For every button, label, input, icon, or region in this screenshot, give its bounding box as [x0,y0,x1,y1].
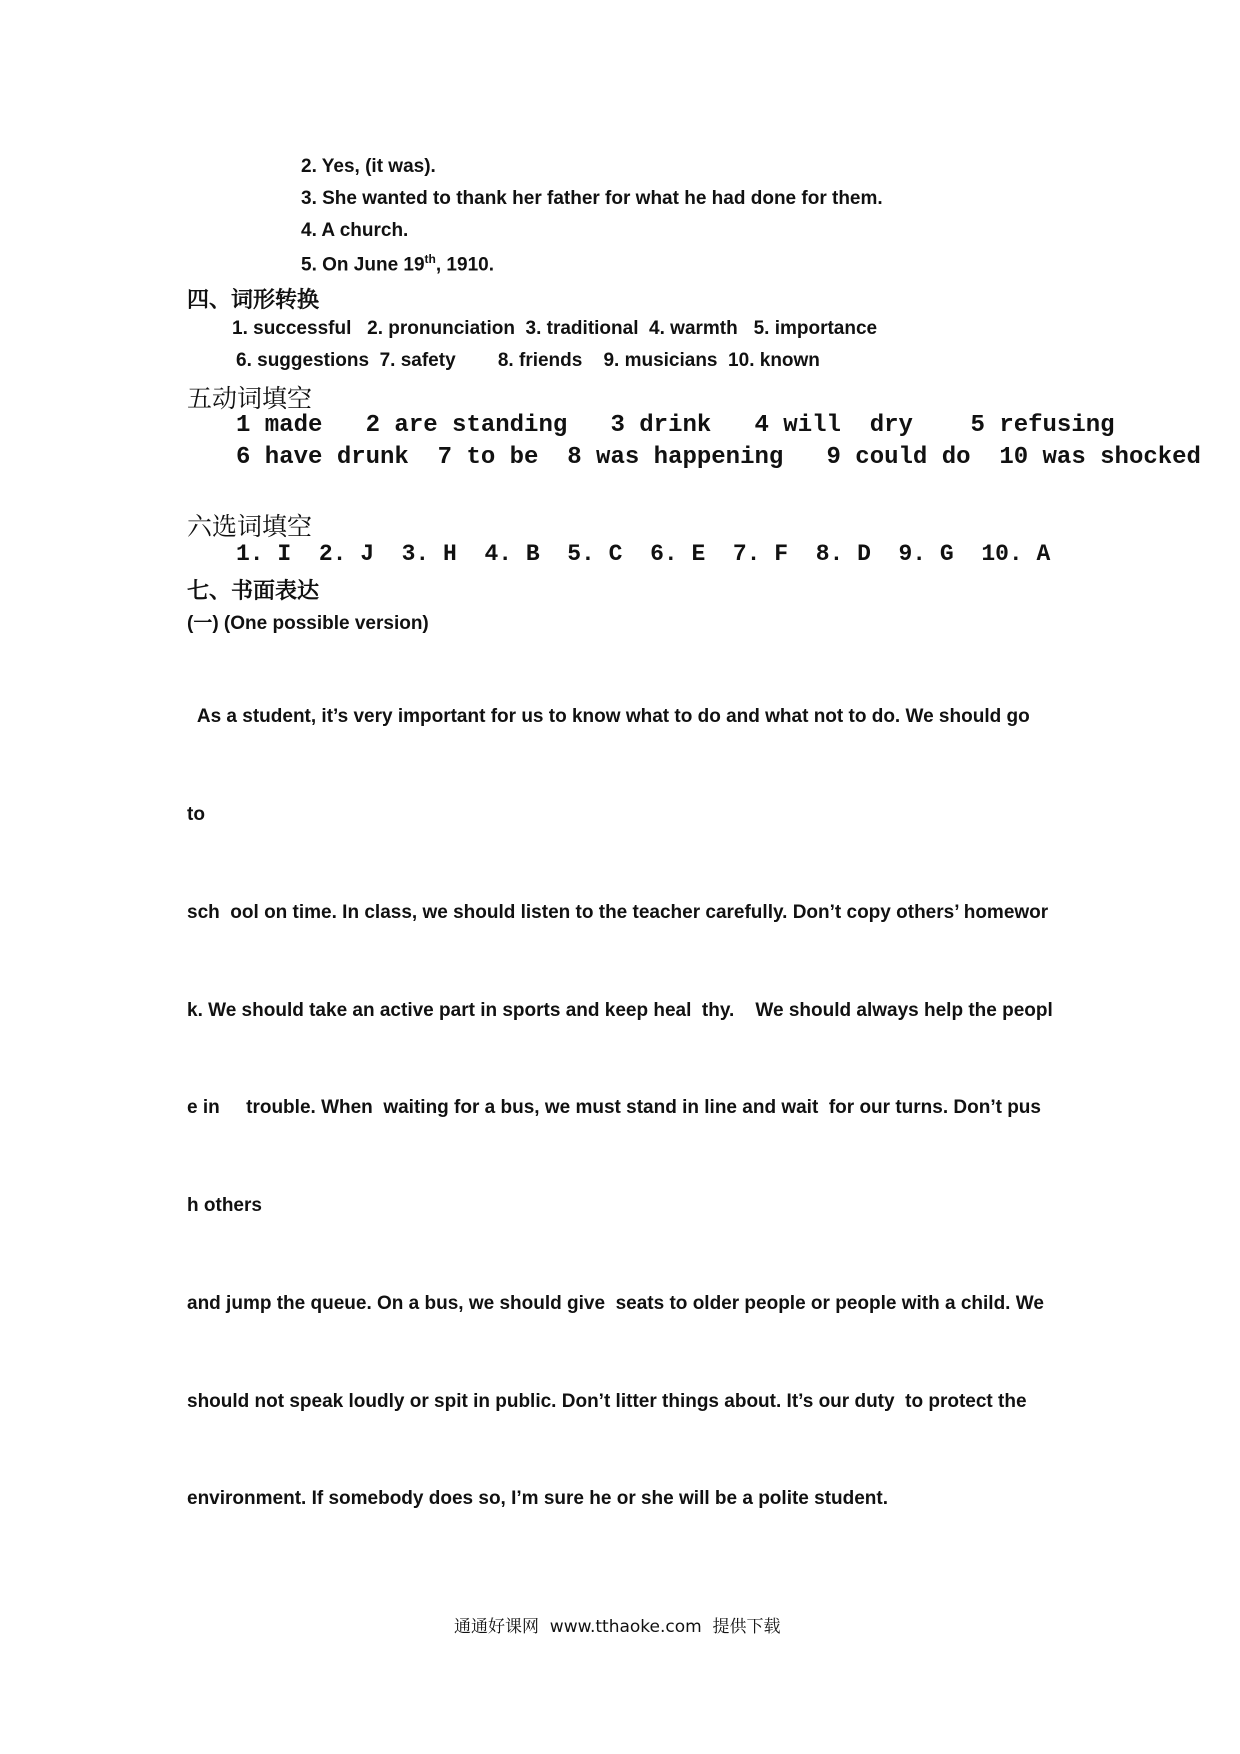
essay-line: should not speak loudly or spit in public. Don’t litter things about. It’s our duty to protect the [187,1390,1027,1412]
essay-line: to [187,803,205,825]
section4-line1: 1. successful 2. pronunciation 3. traditional 4. warmth 5. importance [232,318,878,339]
answer-line-3: 3. She wanted to thank her father for what he had done for them. [301,188,883,209]
section7-subheading: (一) (One possible version) [187,613,429,634]
essay-line: k. We should take an active part in sports and keep heal thy. We should always help the peopl [187,999,1053,1021]
section4-line2: 6. suggestions 7. safety 8. friends 9. musicians 10. known [236,350,820,371]
answer-line-5-main: 5. On June 19 [301,254,425,276]
page-footer: 通通好课网 www.tthaoke.com 提供下载 [454,1617,781,1637]
section6-line1: 1. I 2. J 3. H 4. B 5. C 6. E 7. F 8. D 9. G 10. A [236,541,1051,567]
essay-line: e in trouble. When waiting for a bus, we must stand in line and wait for our turns. Don’t pus [187,1097,1041,1119]
essay-line: As a student, it’s very important for us to know what to do and what not to do. We should go [187,706,1030,728]
answer-line-5-year: , 1910. [435,254,494,276]
section5-line2: 6 have drunk 7 to be 8 was happening 9 could do 10 was shocked [236,444,1201,471]
essay-line: and jump the queue. On a bus, we should give seats to older people or people with a child. We [187,1292,1044,1314]
essay-line: environment. If somebody does so, I’m sure he or she will be a polite student. [187,1488,889,1510]
section4-heading: 四、词形转换 [187,288,320,313]
essay-line: sch ool on time. In class, we should listen to the teacher carefully. Don’t copy others’ homewor [187,901,1049,923]
essay-line: h others [187,1195,262,1217]
answer-line-2: 2. Yes, (it was). [301,156,436,177]
section5-heading: 五动词填空 [187,384,313,413]
section7-heading: 七、书面表达 [187,579,320,604]
answer-line-5-sup: th [424,252,436,266]
section6-heading: 六选词填空 [187,512,313,541]
section5-line1: 1 made 2 are standing 3 drink 4 will dry 5 refusing [236,412,1115,439]
answer-line-4: 4. A church. [301,220,409,241]
answer-line-5 [301,252,494,276]
essay-text [187,636,1053,1549]
